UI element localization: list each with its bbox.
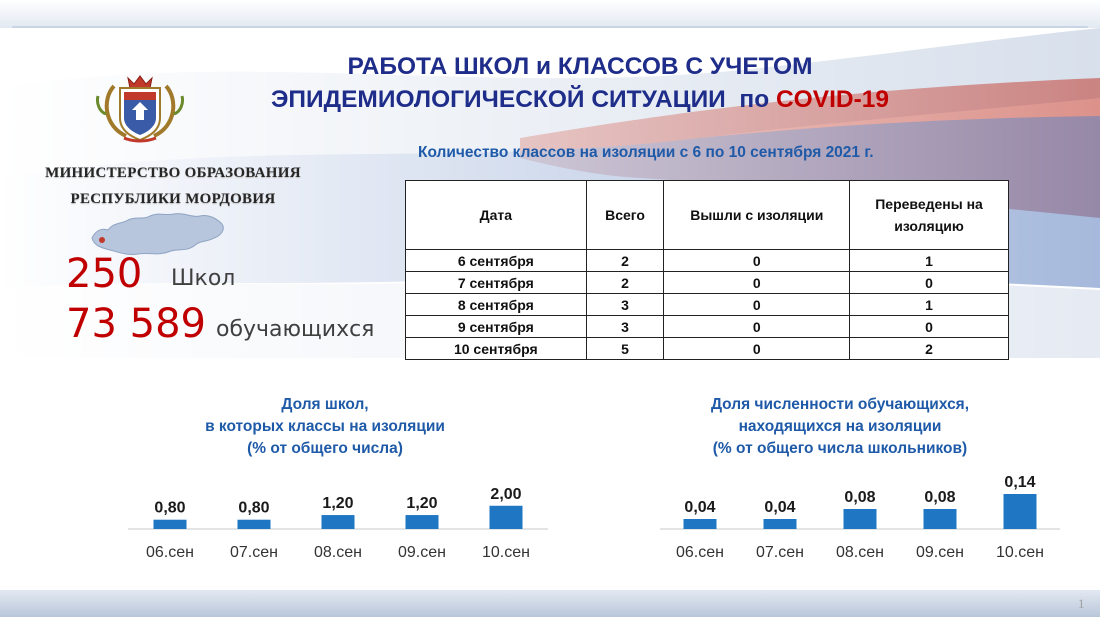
row-date-cell: 7 сентября bbox=[406, 272, 587, 294]
chart-category-label: 09.сен bbox=[398, 544, 446, 561]
chart-data-label: 1,20 bbox=[322, 495, 354, 513]
chart-data-label: 0,80 bbox=[154, 499, 186, 517]
header-released: Вышли с изоляции bbox=[664, 181, 850, 250]
header-total: Всего bbox=[586, 181, 664, 250]
row-total-cell: 2 bbox=[586, 272, 664, 294]
students-label: обучающихся bbox=[216, 317, 375, 342]
header-date: Дата bbox=[406, 181, 587, 250]
chart-data-label: 0,04 bbox=[764, 499, 796, 516]
row-transferred-cell: 0 bbox=[850, 316, 1009, 338]
chart-bar bbox=[490, 506, 523, 529]
schools-count: 250 bbox=[66, 251, 143, 297]
row-total-cell: 3 bbox=[586, 316, 664, 338]
chart-students-svg bbox=[660, 476, 1080, 566]
table-row bbox=[406, 294, 1009, 316]
ministry-name bbox=[28, 160, 318, 212]
table-row bbox=[406, 338, 1009, 360]
chart-category-label: 10.сен bbox=[996, 544, 1044, 561]
slide-bottom-frame bbox=[0, 590, 1100, 617]
chart-students-title bbox=[640, 394, 1040, 460]
chart-bar bbox=[924, 509, 957, 529]
slide-top-frame bbox=[0, 0, 1100, 28]
chart-category-label: 07.сен bbox=[230, 544, 278, 561]
row-total-cell: 2 bbox=[586, 250, 664, 272]
chart-data-label: 0,08 bbox=[844, 489, 876, 506]
chart-students-title-line-3: (% от общего числа школьников) bbox=[712, 440, 968, 457]
row-transferred-cell: 0 bbox=[850, 272, 1009, 294]
chart-bar bbox=[844, 509, 877, 529]
chart-category-label: 06.сен bbox=[146, 544, 194, 561]
students-count: 73 589 bbox=[66, 301, 206, 347]
row-date-cell: 6 сентября bbox=[406, 250, 587, 272]
chart-schools-title-line-2: в которых классы на изоляции bbox=[205, 418, 445, 435]
row-date-cell: 8 сентября bbox=[406, 294, 587, 316]
chart-data-label: 0,14 bbox=[1004, 476, 1036, 491]
table-body bbox=[406, 250, 1009, 360]
chart-bar bbox=[406, 515, 439, 529]
row-released-cell: 0 bbox=[664, 294, 850, 316]
table-caption: Количество классов на изоляции с 6 по 10 сентября 2021 г. bbox=[418, 144, 874, 161]
slide-title bbox=[160, 50, 1000, 116]
chart-students-title-line-2: находящихся на изоляции bbox=[738, 418, 942, 435]
row-transferred-cell: 1 bbox=[850, 294, 1009, 316]
table-header-row bbox=[406, 181, 1009, 250]
chart-schools-title-line-3: (% от общего числа) bbox=[247, 440, 403, 457]
chart-schools-title bbox=[150, 394, 500, 460]
table-row bbox=[406, 316, 1009, 338]
chart-category-label: 08.сен bbox=[314, 544, 362, 561]
title-line-2 bbox=[160, 83, 1000, 116]
row-total-cell: 3 bbox=[586, 294, 664, 316]
title-line-1: РАБОТА ШКОЛ и КЛАССОВ С УЧЕТОМ bbox=[347, 53, 813, 80]
row-transferred-cell: 2 bbox=[850, 338, 1009, 360]
row-released-cell: 0 bbox=[664, 338, 850, 360]
chart-bar bbox=[684, 519, 717, 529]
chart-bar bbox=[154, 520, 187, 529]
header-transferred-label: Переведены на изоляцию bbox=[875, 196, 983, 234]
row-released-cell: 0 bbox=[664, 272, 850, 294]
chart-category-label: 10.сен bbox=[482, 544, 530, 561]
title-line-2-main: ЭПИДЕМИОЛОГИЧЕСКОЙ СИТУАЦИИ по bbox=[270, 86, 776, 113]
chart-schools-svg bbox=[128, 484, 558, 574]
chart-students-title-line-1: Доля численности обучающихся, bbox=[710, 396, 970, 413]
row-transferred-cell: 1 bbox=[850, 250, 1009, 272]
chart-data-label: 1,20 bbox=[406, 495, 438, 513]
chart-bar bbox=[322, 515, 355, 529]
row-total-cell: 5 bbox=[586, 338, 664, 360]
chart-bar bbox=[1004, 494, 1037, 529]
ministry-line-2: РЕСПУБЛИКИ МОРДОВИЯ bbox=[70, 191, 276, 207]
row-released-cell: 0 bbox=[664, 316, 850, 338]
header-transferred bbox=[850, 181, 1009, 250]
chart-data-label: 2,00 bbox=[490, 485, 522, 503]
page-number: 1 bbox=[1078, 596, 1085, 611]
chart-data-label: 0,80 bbox=[238, 499, 270, 517]
chart-data-label: 0,08 bbox=[924, 489, 956, 506]
schools-label: Школ bbox=[171, 266, 236, 291]
chart-data-label: 0,04 bbox=[684, 499, 716, 516]
isolation-table bbox=[405, 180, 1009, 360]
chart-bar bbox=[764, 519, 797, 529]
chart-category-label: 06.сен bbox=[676, 544, 724, 561]
chart-category-label: 07.сен bbox=[756, 544, 804, 561]
chart-category-label: 08.сен bbox=[836, 544, 884, 561]
table-row bbox=[406, 272, 1009, 294]
row-date-cell: 10 сентября bbox=[406, 338, 587, 360]
chart-schools-title-line-1: Доля школ, bbox=[281, 396, 369, 413]
chart-bar bbox=[238, 520, 271, 529]
row-released-cell: 0 bbox=[664, 250, 850, 272]
row-date-cell: 9 сентября bbox=[406, 316, 587, 338]
ministry-line-1: МИНИСТЕРСТВО ОБРАЗОВАНИЯ bbox=[45, 165, 301, 181]
chart-category-label: 09.сен bbox=[916, 544, 964, 561]
title-covid: COVID-19 bbox=[775, 86, 889, 113]
table-row bbox=[406, 250, 1009, 272]
